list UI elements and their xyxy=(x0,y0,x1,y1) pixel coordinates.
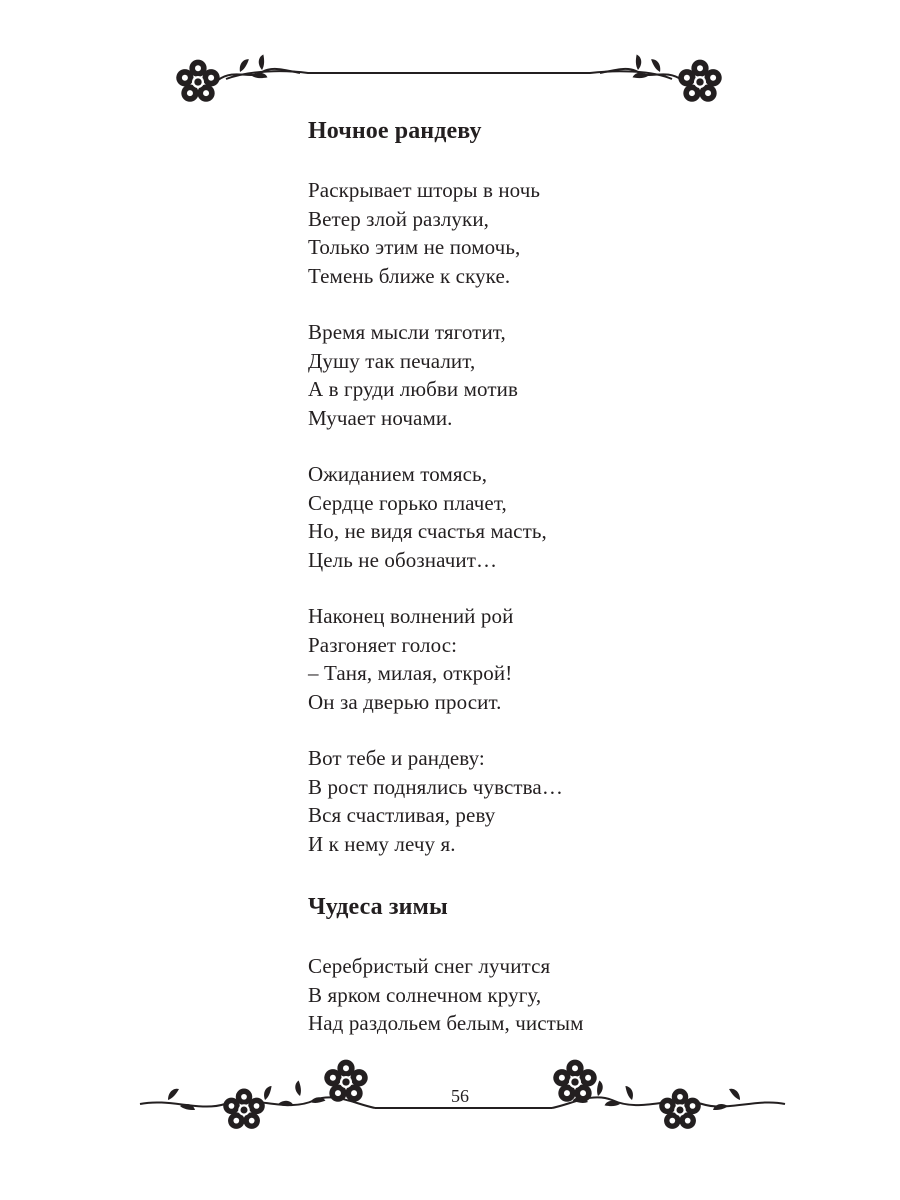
poem xyxy=(308,890,828,1038)
stanza xyxy=(308,602,828,716)
poem-line: Время мысли тяготит, xyxy=(308,320,506,344)
flower-icon xyxy=(223,1089,265,1129)
poem-line: Но, не видя счастья масть, xyxy=(308,519,547,543)
poem-title: Чудеса зимы xyxy=(308,894,448,920)
flower-icon xyxy=(324,1060,367,1102)
stanza xyxy=(308,460,828,574)
stanza xyxy=(308,176,828,290)
poem-line: А в груди любви мотив xyxy=(308,377,518,401)
poem-line: Душу так печалит, xyxy=(308,348,476,373)
poem-line: Только этим не помочь, xyxy=(308,235,521,259)
poem-line: Мучает ночами. xyxy=(308,405,453,430)
poem-line: Серебристый снег лучится xyxy=(308,954,551,978)
page-number: 56 xyxy=(451,1086,469,1106)
poem-line: Цель не обозначит… xyxy=(308,547,498,572)
poem-line: Наконец волнений рой xyxy=(308,604,514,628)
poem-line: И к нему лечу я. xyxy=(308,831,456,856)
poem-line: – Таня, милая, открой! xyxy=(308,661,513,685)
stanza xyxy=(308,318,828,432)
floral-header-ornament xyxy=(0,52,900,114)
flower-icon xyxy=(176,60,219,102)
poem-line: Сердце горько плачет, xyxy=(308,490,507,515)
flower-icon xyxy=(659,1089,701,1129)
poem-line: В рост поднялись чувства… xyxy=(308,774,563,799)
poem-line: Вся счастливая, реву xyxy=(308,803,496,827)
poem-line: Раскрывает шторы в ночь xyxy=(308,178,541,202)
poem-line: Вот тебе и рандеву: xyxy=(308,746,485,770)
poem-line: Над раздольем белым, чистым xyxy=(308,1011,584,1035)
poem-line: Он за дверью просит. xyxy=(308,689,502,714)
poem-line: Ожиданием томясь, xyxy=(308,462,488,486)
flower-icon xyxy=(553,1060,596,1102)
poem-line: Разгоняет голос: xyxy=(308,632,458,657)
poem-line: Темень ближе к скуке. xyxy=(308,263,511,288)
poem-title: Ночное рандеву xyxy=(308,118,482,144)
poems-body xyxy=(308,114,828,1038)
poem-line: Ветер злой разлуки, xyxy=(308,206,490,231)
poem-line: В ярком солнечном кругу, xyxy=(308,982,542,1007)
flower-icon xyxy=(678,60,721,102)
poem xyxy=(308,114,828,858)
stanza xyxy=(308,744,828,858)
stanza xyxy=(308,952,828,1038)
